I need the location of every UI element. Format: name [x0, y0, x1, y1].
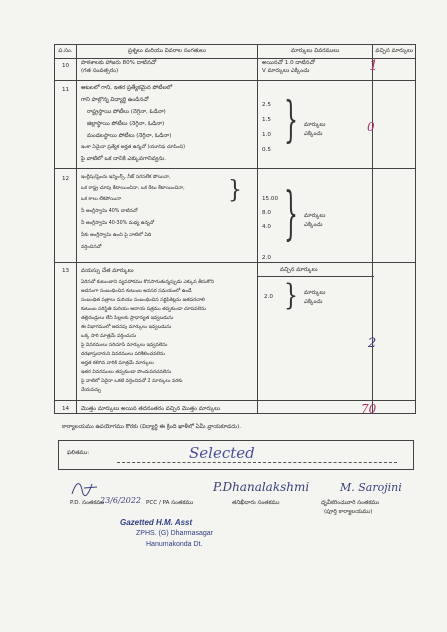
marks-value: 1.0 — [262, 132, 271, 138]
row-number: 12 — [62, 176, 70, 182]
row-text: తల్లిదండ్రులు లేని పిల్లలకు ప్రాధాన్యత ఇవ్వబడును — [81, 316, 174, 321]
brace-icon: } — [284, 94, 298, 150]
row-text: ఈ విభాగములో అదనపు మార్కులు ఇవ్వబడును — [81, 325, 172, 330]
pd-date: 23/6/2022 — [100, 496, 142, 505]
result-value: Selected — [189, 444, 255, 462]
marks-value: 1.5 — [262, 117, 271, 123]
col-header-awarded: వచ్చిన మార్కులు — [373, 45, 416, 59]
stamp-line: Hanumakonda Dt. — [146, 541, 203, 548]
row-text: గాని పాల్గొన్న విద్యార్థి ఉండినచో — [81, 97, 149, 103]
marks-header: వచ్చిన మార్కులు — [280, 267, 318, 273]
pd-signature-icon — [70, 478, 100, 500]
hm-signature: P.Dhanalakshmi — [213, 480, 310, 494]
row-number: 10 — [62, 63, 70, 69]
row-text: పై వివరములు సరిచూసి మార్కులు ఇవ్వవలెను — [81, 343, 168, 348]
row-number: 13 — [62, 268, 70, 274]
marks-note: ఎక్కించు — [304, 131, 323, 137]
row-text: వేయవచ్చు — [81, 388, 102, 393]
marks-value: 2.5 — [262, 102, 271, 108]
row-text: రాష్ట్రస్థాయి పోటీలు (నెగ్గినా, ఓడినా) — [87, 109, 166, 115]
row-text: నీ ఆంగ్లీస్వామి 40-30% మధ్య ఉన్నచో — [81, 221, 155, 226]
row-text: ఒక్క సారి మాత్రమే వర్తించును — [81, 334, 137, 339]
row-text: నీకు ఆంగ్లీస్వామి ఉంచి పై వాటిలో ఏది — [81, 233, 152, 238]
row-text: అర్హత కలిగిన వారికి మాత్రమే మార్కులు — [81, 361, 154, 366]
awarded-mark: 0 — [367, 120, 375, 134]
marks-value: 4.0 — [262, 224, 271, 230]
row-text: పాఠశాలకు హాజరు 80% దాటినచో — [81, 60, 157, 66]
awarded-mark: 70 — [361, 402, 377, 416]
brace-icon: } — [284, 280, 298, 313]
col-header-marks: మార్కులు వివరములు — [257, 45, 372, 59]
hm-signature-label: తనిఖీదారు సంతకము — [232, 500, 280, 506]
marks-value: 8.0 — [262, 210, 271, 216]
row-text: సంబంధిత పత్రాలు మరియు సంబంధించిన సర్టిఫికెట్లను జతపరచాలి — [81, 298, 205, 303]
office-use-note: కార్యాలయము ఉపయోగము కొరకు (విద్యార్థి ఈ క్రింది ఖాళీలో ఏమీ వ్రాయకూడదు). — [62, 424, 242, 430]
marks-note: ఎక్కించు — [304, 222, 323, 228]
row-text: ఇంకా ఏమైనా ప్రత్యేక అర్హత ఉన్నచో (యూనిఫ చూపించి) — [81, 145, 185, 150]
row-text: ఒక రాష్ట్ర చూపు కేటాయించినా, ఒక రేటు కేటాయించినా, — [81, 186, 185, 191]
brace-icon: } — [228, 176, 242, 205]
col-header-details: ప్రశ్నలు మరియు వివరాల సంగతులు — [76, 45, 257, 59]
officer-signature: M. Sarojini — [340, 481, 402, 494]
marks-text: V మార్కులు ఎక్కించు — [262, 68, 310, 74]
marks-value: 2.0 — [264, 294, 273, 300]
row-text: జిల్లాస్థాయి పోటీలు (నెగ్గినా, ఓడినా) — [87, 121, 165, 127]
row-text: పై వాటిలో ఏదైనా ఒకటి వర్తించినచో 2 మార్కులు వరకు — [81, 379, 183, 384]
row-text: ఏరినచో కుటుంబాని వ్యవహారము కొనసాగుతున్నప్పుడు ఎక్కువ తీసుకొని — [81, 280, 214, 285]
awarded-mark: 2 — [368, 336, 377, 351]
pd-signature-label: P.D. సంతకము — [70, 500, 105, 506]
row-text: వర్తించినచో — [81, 245, 102, 250]
pcc-signature-label: PCC / PA సంతకము — [146, 500, 194, 506]
marks-note: మార్కులు — [304, 122, 326, 128]
row-text: ఇంగ్లీషు/ఫ్రెంచు ఇన్నింగ్స్, నీట్ సరసలేక పోయినా, — [81, 175, 171, 180]
officer-signature-label: ధృవీకరించువారి సంతకము — [321, 500, 380, 506]
marks-value: 0.5 — [262, 147, 271, 153]
divider — [258, 276, 374, 277]
col-header-no: ప.సం. — [55, 45, 77, 59]
row-text: ఆటలలో గాని, ఇతర ప్రత్యేకమైన పోటీలలో — [81, 85, 173, 91]
stamp-line: ZPHS. (G) Dharmasagar — [136, 530, 214, 537]
row-text: మండలస్థాయి పోటీలు (నెగ్గినా, ఓడినా) — [87, 133, 172, 139]
brace-icon: } — [284, 183, 298, 249]
row-number: 14 — [62, 406, 70, 412]
row-number: 11 — [62, 87, 70, 93]
awarded-mark: 1 — [369, 58, 378, 74]
marks-value: 2.0 — [262, 255, 271, 261]
row-text: నీ ఆంగ్లీస్వామి 40% దాటినచో — [81, 209, 138, 214]
row-text: కుటుంబ పరిస్థితి మరియు ఆదాయ పత్రము తప్పకుండా చూపవలెను — [81, 307, 207, 312]
marks-value: 15.00 — [262, 196, 279, 202]
marks-note: మార్కులు — [304, 213, 326, 219]
marks-text: అయినచో 1.0 దాటినచో — [262, 60, 315, 66]
row-text: దరఖాస్తుదారుని వివరములు పరిశీలించవలెను — [81, 352, 165, 357]
row-text: ఒక కాలు లేకపోయినా — [81, 197, 122, 202]
result-box — [58, 440, 414, 470]
marks-note: ఎక్కించు — [304, 299, 323, 305]
row-text: అదనంగా సంబంధించిన కుటుంబ అవసర సమయంలో ఉండే — [81, 289, 192, 294]
row-text: ఇతర వివరములు తప్పకుండా పొందుపరచవలెను — [81, 370, 172, 375]
row-text: మొత్తం మార్కులు అయిన తదనంతరం వచ్చిన మొత్తం మార్కులు — [81, 406, 221, 412]
result-label: ఫలితము: — [67, 450, 90, 456]
row-text: పై వాటిలో ఒక దానికి ఎక్కువగానివ్వను. — [81, 156, 166, 162]
table-header-row — [55, 45, 416, 59]
officer-signature-sublabel: (పూర్తి కార్యాలయము) — [324, 509, 373, 515]
row-text: వయస్సు చేత మార్కులు — [81, 268, 134, 274]
row-text: (గత సంవత్సరం) — [81, 68, 119, 74]
marks-note: మార్కులు — [304, 290, 326, 296]
stamp-line: Gazetted H.M. Asst — [120, 518, 193, 527]
